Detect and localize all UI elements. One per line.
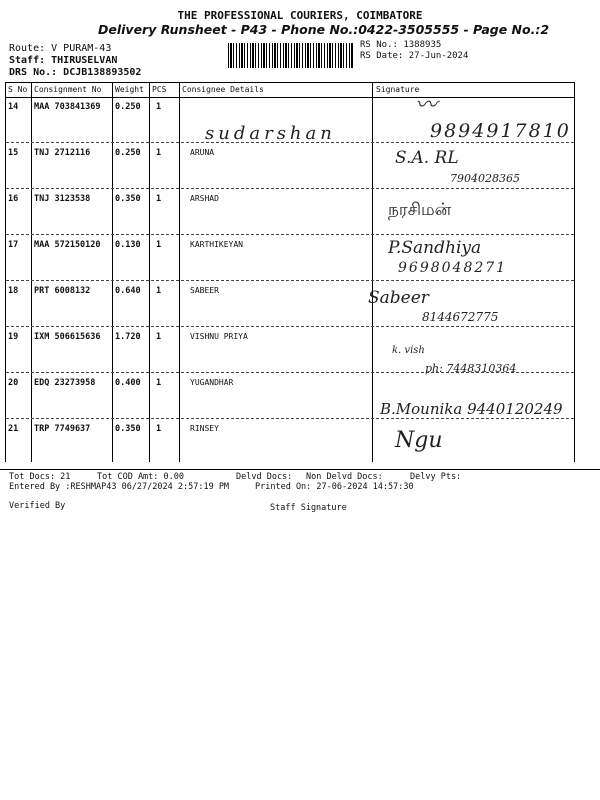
table-row <box>6 418 574 464</box>
row-pcs: 1 <box>156 286 162 296</box>
footer-divider <box>0 469 600 470</box>
col-sno: S No <box>8 85 28 94</box>
row-sno: 17 <box>8 240 19 250</box>
total-docs: Tot Docs: 21 <box>9 472 71 482</box>
col-consignment: Consignment No <box>34 85 102 94</box>
rs-date: RS Date: 27-Jun-2024 <box>360 51 469 61</box>
row-sno: 14 <box>8 102 19 112</box>
row-pcs: 1 <box>156 194 162 204</box>
delivery-points: Delvy Pts: <box>410 472 462 482</box>
handwritten-phone: 8144672775 <box>422 310 499 324</box>
row-sno: 19 <box>8 332 19 342</box>
row-consignee: ARSHAD <box>190 194 219 203</box>
row-pcs: 1 <box>156 332 162 342</box>
route: Route: V PURAM-43 <box>9 43 112 54</box>
handwritten-signature: B.Mounika 9440120249 <box>380 400 563 418</box>
col-consignee: Consignee Details <box>182 85 264 94</box>
row-sno: 21 <box>8 424 19 434</box>
handwritten-signature: S.A. RL <box>395 148 459 168</box>
company-name: THE PROFESSIONAL COURIERS, COIMBATORE <box>177 9 423 22</box>
entered-by: Entered By :RESHMAP43 06/27/2024 2:57:19 PM <box>9 482 230 492</box>
row-sno: 15 <box>8 148 19 158</box>
signature-scribble: 〰 <box>415 93 438 118</box>
col-pcs: PCS <box>152 85 167 94</box>
barcode <box>228 43 353 68</box>
handwritten-phone: 9698048271 <box>398 260 508 276</box>
runsheet-title: Delivery Runsheet - P43 - Phone No.:0422-3505555 - Page No.:2 <box>98 22 550 37</box>
row-sno: 20 <box>8 378 19 388</box>
row-consignee: YUGANDHAR <box>190 378 234 387</box>
row-sno: 16 <box>8 194 19 204</box>
row-weight: 0.350 <box>115 424 141 434</box>
row-pcs: 1 <box>156 240 162 250</box>
row-weight: 0.130 <box>115 240 141 250</box>
row-sno: 18 <box>8 286 19 296</box>
handwritten-signature: k. vish <box>392 345 425 356</box>
handwritten-signature: நரசிமன் <box>388 200 452 220</box>
printed-on: Printed On: 27-06-2024 14:57:30 <box>255 482 414 492</box>
row-consignment: MAA 703841369 <box>34 102 101 112</box>
staff: Staff: THIRUSELVAN <box>9 55 118 66</box>
staff-signature-label: Staff Signature <box>270 503 347 513</box>
non-delivered-docs: Non Delvd Docs: <box>306 472 383 482</box>
handwritten-signature: P.Sandhiya <box>388 238 482 258</box>
table-row <box>6 188 574 235</box>
handwritten-phone: 7904028365 <box>450 172 520 185</box>
verified-by: Verified By <box>9 501 66 511</box>
row-consignment: EDQ 23273958 <box>34 378 96 388</box>
row-consignee: VISHNU PRIYA <box>190 332 248 341</box>
handwritten-signature: Sabeer <box>368 288 429 308</box>
row-consignee: ARUNA <box>190 148 215 157</box>
row-consignment: PRT 6008132 <box>34 286 91 296</box>
row-consignment: TRP 7749637 <box>34 424 91 434</box>
delivered-docs: Delvd Docs: <box>236 472 293 482</box>
row-pcs: 1 <box>156 424 162 434</box>
row-pcs: 1 <box>156 102 162 112</box>
row-consignee: SABEER <box>190 286 219 295</box>
row-consignment: TNJ 3123538 <box>34 194 91 204</box>
handwritten-phone: ph: 7448310364 <box>425 362 517 375</box>
col-signature: Signature <box>376 85 420 94</box>
rs-number: RS No.: 1388935 <box>360 40 442 50</box>
row-weight: 0.350 <box>115 194 141 204</box>
row-weight: 1.720 <box>115 332 141 342</box>
row-weight: 0.250 <box>115 148 141 158</box>
row-consignment: MAA 572150120 <box>34 240 101 250</box>
row-weight: 0.400 <box>115 378 141 388</box>
row-pcs: 1 <box>156 148 162 158</box>
row-pcs: 1 <box>156 378 162 388</box>
handwritten-signature: Ngu <box>395 428 443 453</box>
col-weight: Weight <box>115 85 144 94</box>
row-consignee: KARTHIKEYAN <box>190 240 243 249</box>
row-weight: 0.640 <box>115 286 141 296</box>
total-cod: Tot COD Amt: 0.00 <box>97 472 184 482</box>
row-consignment: IXM 506615636 <box>34 332 101 342</box>
row-consignee: RINSEY <box>190 424 219 433</box>
row-weight: 0.250 <box>115 102 141 112</box>
handwritten-signature: sudarshan <box>205 123 336 144</box>
handwritten-phone: 9894917810 <box>430 120 571 142</box>
row-consignment: TNJ 2712116 <box>34 148 91 158</box>
drs-number: DRS No.: DCJB138893502 <box>9 67 142 78</box>
